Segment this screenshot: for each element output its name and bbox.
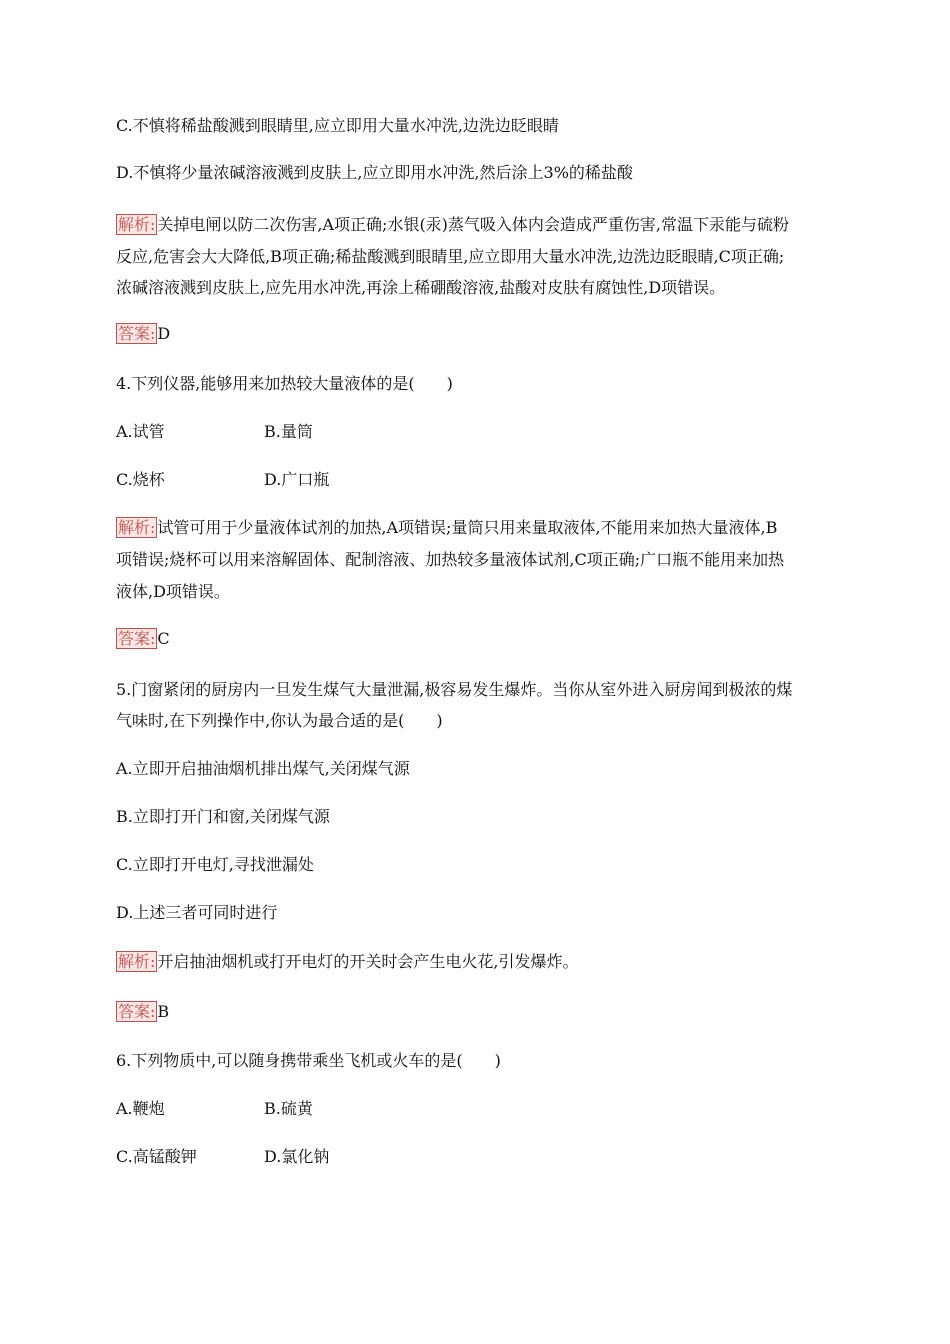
- q5-option-d: D.上述三者可同时进行: [116, 903, 278, 922]
- q5-option-a: A.立即开启抽油烟机排出煤气,关闭煤气源: [116, 759, 410, 778]
- q4-option-a: A.试管: [116, 422, 165, 441]
- q4-analysis-line-1: 解析: 试管可用于少量液体试剂的加热,A项错误;量筒只用来量取液体,不能用来加热大量液体,B: [118, 518, 778, 537]
- q5-analysis: 解析: 开启抽油烟机或打开电灯的开关时会产生电火花,引发爆炸。: [118, 952, 579, 971]
- answer-label: 答案:: [118, 1002, 156, 1021]
- q3-option-d: D.不慎将少量浓碱溶液溅到皮肤上,应立即用水冲洗,然后涂上3%的稀盐酸: [116, 163, 633, 182]
- answer-value: C: [157, 629, 170, 648]
- q4-option-b: B.量筒: [264, 422, 313, 441]
- q6-option-a: A.鞭炮: [116, 1099, 165, 1118]
- q6-stem: 6.下列物质中,可以随身携带乘坐飞机或火车的是( ): [116, 1051, 501, 1070]
- q6-option-c: C.高锰酸钾: [116, 1147, 197, 1166]
- q5-option-b: B.立即打开门和窗,关闭煤气源: [116, 807, 330, 826]
- q4-answer: [116, 629, 170, 649]
- answer-label: 答案:: [118, 324, 156, 343]
- q3-answer: [116, 324, 170, 344]
- q4-options-row-1: [116, 422, 313, 442]
- answer-value: B: [157, 1002, 170, 1021]
- q4-analysis-line-3: 液体,D项错误。: [116, 582, 230, 601]
- q6-option-d: D.氯化钠: [264, 1147, 330, 1166]
- q6-options-row-2: [116, 1147, 330, 1167]
- q4-option-c: C.烧杯: [116, 470, 165, 489]
- answer-value: D: [157, 324, 171, 343]
- analysis-label: 解析:: [118, 518, 156, 537]
- q5-answer: [116, 1002, 169, 1022]
- q6-option-b: B.硫黄: [264, 1099, 313, 1118]
- analysis-label: 解析:: [118, 952, 156, 971]
- q4-option-d: D.广口瓶: [264, 470, 330, 489]
- q5-stem-line-2: 气味时,在下列操作中,你认为最合适的是( ): [116, 711, 443, 730]
- q6-options-row-1: [116, 1099, 313, 1119]
- q3-analysis-line-3: 浓碱溶液溅到皮肤上,应先用水冲洗,再涂上稀硼酸溶液,盐酸对皮肤有腐蚀性,D项错误。: [116, 278, 726, 297]
- q3-option-c: C.不慎将稀盐酸溅到眼睛里,应立即用大量水冲洗,边洗边眨眼睛: [116, 116, 559, 135]
- q4-options-row-2: [116, 470, 330, 490]
- q4-analysis-line-2: 项错误;烧杯可以用来溶解固体、配制溶液、加热较多量液体试剂,C项正确;广口瓶不能用来加热: [116, 550, 785, 569]
- analysis-label: 解析:: [118, 215, 156, 234]
- q3-analysis-line-1: 解析: 关掉电闸以防二次伤害,A项正确;水银(汞)蒸气吸入体内会造成严重伤害,常温下汞能与硫粉: [118, 215, 790, 234]
- q4-stem: 4.下列仪器,能够用来加热较大量液体的是( ): [116, 374, 453, 393]
- answer-label: 答案:: [118, 629, 156, 648]
- q5-option-c: C.立即打开电灯,寻找泄漏处: [116, 855, 314, 874]
- q3-analysis-line-2: 反应,危害会大大降低,B项正确;稀盐酸溅到眼睛里,应立即用大量水冲洗,边洗边眨眼睛,C项正确;: [116, 247, 785, 266]
- q5-stem-line-1: 5.门窗紧闭的厨房内一旦发生煤气大量泄漏,极容易发生爆炸。当你从室外进入厨房闻到极浓的煤: [116, 680, 793, 699]
